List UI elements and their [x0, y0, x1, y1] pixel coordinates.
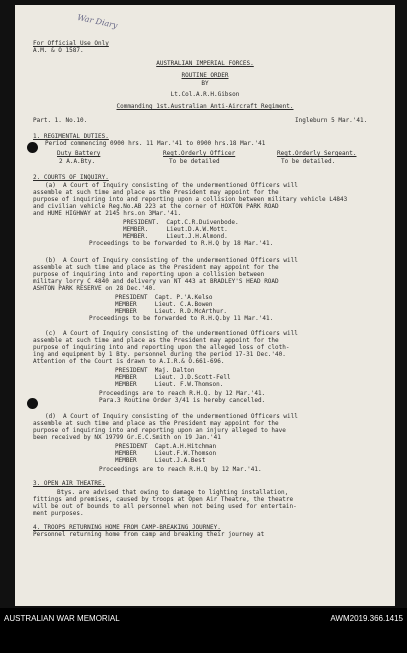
inquiry-c-member: MEMBER Lieut. F.W.Thomson.	[115, 381, 224, 388]
val-orderly-officer: To be detailed	[169, 158, 220, 165]
troops-text-line: Personnel returning home from camp and breaking their journey at	[33, 531, 265, 538]
inquiry-d-member: MEMBER Lieut.J.A.Best	[115, 457, 206, 464]
col-duty-battery: Duty Battery	[57, 150, 101, 157]
val-duty-battery: 2 A.A.Bty.	[59, 158, 96, 165]
inquiry-b-line: assemble at such time and place as the President may appoint for the	[33, 264, 279, 271]
col-orderly-officer: Regt.Orderly Officer	[163, 150, 236, 157]
inquiry-b-member: MEMBER Lieut. R.D.McArthur.	[115, 308, 227, 315]
place-date: Ingleburn 5 Mar.'41.	[295, 117, 368, 124]
section-2-heading: 2. COURTS OF INQUIRY.	[33, 174, 109, 181]
order-title: ROUTINE ORDER	[181, 72, 229, 79]
inquiry-a-member: MEMBER. Lieut.D.A.W.Mott.	[123, 226, 228, 233]
inquiry-c-proceedings: Proceedings are to reach R.H.Q. by 12 Mar.'41.	[99, 390, 266, 397]
val-orderly-sergeant: To be detailed.	[281, 158, 336, 165]
inquiry-d-line: assemble at such time and place as the President may appoint for the	[33, 420, 279, 427]
inquiry-b-proceedings: Proceedings to be forwarded to R.H.Q.by 11 Mar.'41.	[89, 315, 274, 322]
inquiry-a-president: PRESIDENT. Capt.C.R.Duivenbode.	[123, 219, 239, 226]
theatre-text-line: Btys. are advised that owing to damage to lighting installation,	[57, 489, 289, 496]
inquiry-c-line: Attention of the Court is drawn to A.I.R.& O.661-696.	[33, 358, 225, 365]
force-heading: AUSTRALIAN IMPERIAL FORCES.	[156, 60, 254, 67]
section-3-heading: 3. OPEN AIR THEATRE.	[33, 480, 106, 487]
inquiry-a-proceedings: Proceedings to be forwarded to R.H.Q by 18 Mar.'41.	[89, 240, 274, 247]
inquiry-b-line: military lorry C 4840 and delivery van NT 443 at BRADLEY'S HEAD ROAD	[33, 278, 279, 285]
inquiry-d-line: (d) A Court of Inquiry consisting of the undermentioned Officers will	[45, 413, 298, 420]
duty-period: Period commencing 0900 hrs. 11 Mar.'41 to 0900 hrs.18 Mar.'41	[45, 140, 266, 147]
section-4-heading: 4. TROOPS RETURNING HOME FROM CAMP-BREAKING JOURNEY.	[33, 524, 221, 531]
unit-name: Commanding 1st.Australian Anti-Aircraft Regiment.	[116, 103, 294, 110]
inquiry-c-line: (c) A Court of Inquiry consisting of the undermentioned Officers will	[45, 330, 298, 337]
commander-name: Lt.Col.A.R.H.Gibson	[170, 91, 240, 98]
inquiry-b-member: MEMBER Lieut. C.A.Bowen	[115, 301, 213, 308]
inquiry-b-president: PRESIDENT Capt. P.'A.Kelso	[115, 294, 213, 301]
theatre-text-line: ment purposes.	[33, 510, 84, 517]
inquiry-d-proceedings: Proceedings are to reach R.H.Q by 12 Mar.'41.	[99, 466, 262, 473]
part-number: Part. 1. No.10.	[33, 117, 88, 124]
archive-footer	[0, 608, 407, 653]
inquiry-b-line: purpose of inquiring into and reporting upon a collision between	[33, 271, 265, 278]
inquiry-a-line: purpose of inquiring into and reporting upon a collision between military vehicle L4843	[33, 196, 348, 203]
inquiry-a-line: and HUME HIGHWAY at 2145 hrs.on 3Mar.'41.	[33, 210, 182, 217]
inquiry-a-line: assemble at such time and place as the President may appoint for the	[33, 189, 279, 196]
restriction-marking: For Official Use Only	[33, 40, 109, 47]
inquiry-d-member: MEMBER Lieut.F.W.Thomson	[115, 450, 217, 457]
inquiry-d-president: PRESIDENT Capt.A.H.Hitchman	[115, 443, 217, 450]
theatre-text-line: fittings and premises, caused by troops at Open Air Theatre, the theatre	[33, 496, 294, 503]
inquiry-c-president: PRESIDENT Maj. Dalton	[115, 367, 195, 374]
section-1-heading: 1. REGIMENTAL DUTIES.	[33, 133, 109, 140]
inquiry-d-line: been received by NX 19799 Gr.E.C.Smith on 19 Jan.'41	[33, 434, 221, 441]
punch-hole	[27, 398, 38, 409]
inquiry-a-line: (a) A Court of Inquiry consisting of the undermentioned Officers will	[45, 182, 298, 189]
inquiry-c-line: purpose of inquiring into and reporting upon the alleged loss of cloth-	[33, 344, 290, 351]
inquiry-c-cancellation: Para.3 Routine Order 3/41 is hereby cancelled.	[99, 397, 266, 404]
inquiry-a-member: MEMBER. Lieut.J.H.Almond.	[123, 233, 228, 240]
inquiry-c-line: ing and equipment by 1 Bty. personnel during the period 17-31 Dec.'40.	[33, 351, 286, 358]
archive-reference: AWM2019.366.1415	[330, 614, 403, 623]
document-page	[15, 5, 395, 606]
reference-number: A.M. & O 1587.	[33, 47, 84, 54]
col-orderly-sergeant: Regt.Orderly Sergeant.	[277, 150, 357, 157]
archive-name: AUSTRALIAN WAR MEMORIAL	[4, 614, 120, 623]
handwritten-annotation: War Diary	[76, 12, 119, 31]
inquiry-b-line: ASHTON PARK RESERVE on 28 Dec.'40.	[33, 285, 156, 292]
inquiry-c-member: MEMBER Lieut. J.D.Scott-Fell	[115, 374, 231, 381]
inquiry-c-line: assemble at such time and place as the President may appoint for the	[33, 337, 279, 344]
by-line: BY	[201, 80, 209, 87]
inquiry-d-line: purpose of inquiring into and reporting upon an injury alleged to have	[33, 427, 286, 434]
inquiry-a-line: and civilian vehicle Reg.No.AB 223 at the corner of HOXTON PARK ROAD	[33, 203, 279, 210]
punch-hole	[27, 142, 38, 153]
inquiry-b-line: (b) A Court of Inquiry consisting of the undermentioned Officers will	[45, 257, 298, 264]
theatre-text-line: will be out of bounds to all personnel when not being used for entertain-	[33, 503, 297, 510]
